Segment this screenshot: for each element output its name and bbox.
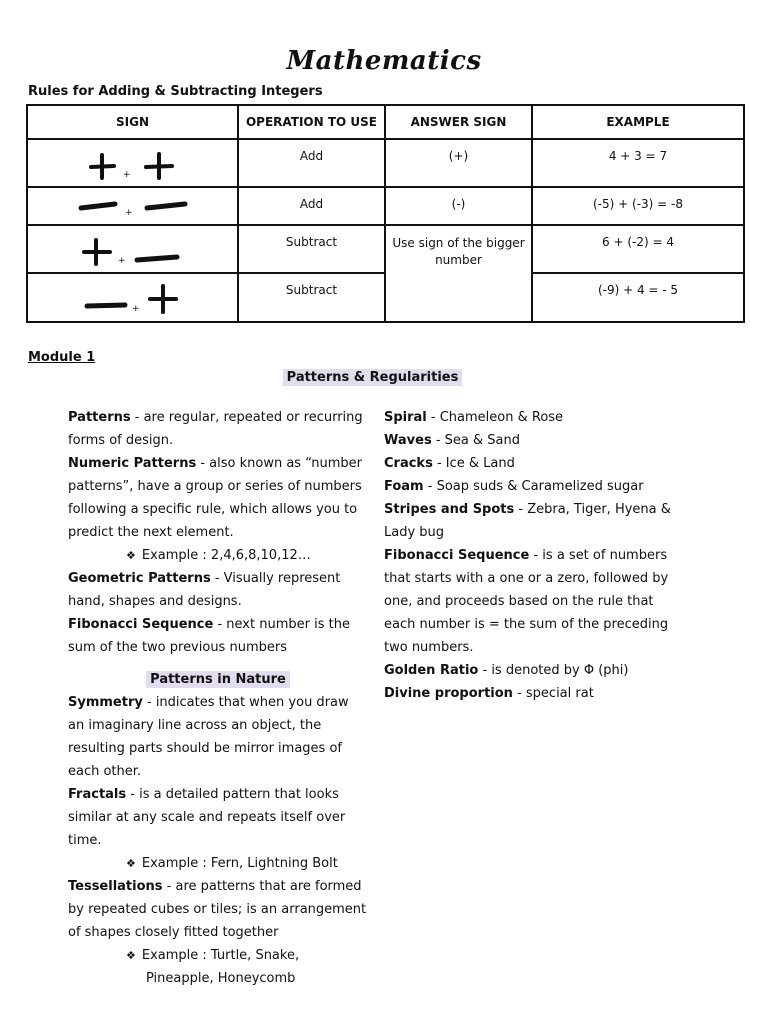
numeric-paragraph — [68, 452, 368, 544]
header-example: EXAMPLE — [532, 105, 744, 139]
term: Geometric Patterns — [68, 571, 211, 586]
term: Tessellations — [68, 879, 163, 894]
minus-sign-icon — [144, 200, 188, 212]
section-heading — [68, 668, 368, 691]
term: Foam — [384, 479, 424, 494]
small-plus-label: + — [132, 304, 140, 314]
term: Divine proportion — [384, 686, 513, 701]
table-subtitle: Rules for Adding & Subtracting Integers — [28, 84, 323, 99]
header-sign: SIGN — [27, 105, 238, 139]
page-title: Mathematics — [286, 46, 482, 76]
fibonacci-paragraph — [68, 613, 368, 659]
header-operation: OPERATION TO USE — [238, 105, 385, 139]
definition: - indicates that when you draw an imaginary line across an object, the resulting parts should be mirror images of each other. — [68, 695, 349, 779]
term: Patterns — [68, 410, 131, 425]
term: Cracks — [384, 456, 433, 471]
example-text: Example : Fern, Lightning Bolt — [141, 856, 338, 871]
plus-sign-icon — [88, 152, 116, 180]
waves-paragraph — [384, 429, 684, 452]
table-header-row — [27, 105, 744, 139]
answer-cell-merged: Use sign of the bigger number — [385, 225, 532, 322]
example-cell: (-5) + (-3) = -8 — [532, 187, 744, 225]
list-item — [68, 944, 368, 990]
definition: - are patterns that are formed by repeated cubes or tiles; is an arrangement of shapes closely fitted together — [68, 879, 367, 940]
example-text: Example : 2,4,6,8,10,12… — [141, 548, 311, 563]
definition: - Soap suds & Caramelized sugar — [423, 479, 644, 494]
diamond-bullet-icon: ❖ — [126, 949, 136, 962]
tessellations-paragraph — [68, 875, 368, 944]
operation-cell: Add — [238, 139, 385, 187]
term: Spiral — [384, 410, 427, 425]
definition: - next number is the sum of the two previous numbers — [68, 617, 350, 655]
definition: - is denoted by Φ (phi) — [478, 663, 629, 678]
patterns-nature-title: Patterns in Nature — [146, 671, 290, 688]
foam-paragraph — [384, 475, 684, 498]
table-row — [27, 187, 744, 225]
operation-cell: Add — [238, 187, 385, 225]
geometric-paragraph — [68, 567, 368, 613]
sign-cell — [27, 225, 238, 273]
example-cell: (-9) + 4 = - 5 — [532, 273, 744, 322]
sign-cell — [27, 273, 238, 322]
header-answer-sign: ANSWER SIGN — [385, 105, 532, 139]
operation-cell: Subtract — [238, 273, 385, 322]
sign-cell — [27, 139, 238, 187]
plus-sign-icon — [148, 284, 178, 314]
integer-rules-table — [26, 104, 745, 323]
plus-sign-icon — [144, 152, 174, 180]
module-heading: Module 1 — [28, 350, 96, 365]
minus-sign-icon — [84, 299, 128, 311]
definition: - Chameleon & Rose — [426, 410, 564, 425]
fibonacci-paragraph — [384, 544, 684, 659]
definition: - Sea & Sand — [431, 433, 520, 448]
term: Golden Ratio — [384, 663, 479, 678]
list-item — [68, 852, 368, 875]
right-column — [384, 406, 684, 705]
term: Fibonacci Sequence — [68, 617, 214, 632]
example-cell: 6 + (-2) = 4 — [532, 225, 744, 273]
small-plus-label: + — [125, 208, 133, 218]
patterns-regularities-title: Patterns & Regularities — [283, 369, 463, 386]
stripes-paragraph — [384, 498, 684, 544]
table-row — [27, 225, 744, 273]
symmetry-paragraph — [68, 691, 368, 783]
table-row — [27, 139, 744, 187]
definition: - also known as “number patterns”, have a group or series of numbers following a specific rule, which allows you to predict the next element. — [68, 456, 362, 540]
definition: - Visually represent hand, shapes and designs. — [68, 571, 341, 609]
diamond-bullet-icon: ❖ — [126, 549, 136, 562]
small-plus-label: + — [123, 170, 131, 180]
diamond-bullet-icon: ❖ — [126, 857, 136, 870]
example-cell: 4 + 3 = 7 — [532, 139, 744, 187]
term: Numeric Patterns — [68, 456, 197, 471]
term: Stripes and Spots — [384, 502, 515, 517]
definition: - are regular, repeated or recurring forms of design. — [68, 410, 363, 448]
term: Waves — [384, 433, 432, 448]
example-text-continued: Pineapple, Honeycomb — [146, 971, 296, 986]
fractals-paragraph — [68, 783, 368, 852]
operation-cell: Subtract — [238, 225, 385, 273]
minus-sign-icon — [134, 252, 180, 264]
term: Symmetry — [68, 695, 143, 710]
answer-cell: (-) — [385, 187, 532, 225]
term: Fibonacci Sequence — [384, 548, 530, 563]
golden-ratio-paragraph — [384, 659, 684, 682]
term: Fractals — [68, 787, 127, 802]
definition: - special rat — [512, 686, 594, 701]
section-heading — [0, 370, 745, 385]
definition: - Ice & Land — [432, 456, 515, 471]
divine-proportion-paragraph — [384, 682, 684, 705]
left-column — [68, 406, 368, 990]
example-text: Example : Turtle, Snake, — [141, 948, 300, 963]
definition: - is a detailed pattern that looks similar at any scale and repeats itself over time. — [68, 787, 346, 848]
definition: - Zebra, Tiger, Hyena & Lady bug — [384, 502, 671, 540]
patterns-paragraph — [68, 406, 368, 452]
list-item — [68, 544, 368, 567]
definition: - is a set of numbers that starts with a one or a zero, followed by one, and proceeds based on the rule that each number is = the sum of the preceding two numbers. — [384, 548, 669, 655]
sign-cell — [27, 187, 238, 225]
plus-sign-icon — [82, 238, 112, 266]
cracks-paragraph — [384, 452, 684, 475]
minus-sign-icon — [78, 200, 118, 212]
small-plus-label: + — [118, 256, 126, 266]
spiral-paragraph — [384, 406, 684, 429]
answer-cell: (+) — [385, 139, 532, 187]
